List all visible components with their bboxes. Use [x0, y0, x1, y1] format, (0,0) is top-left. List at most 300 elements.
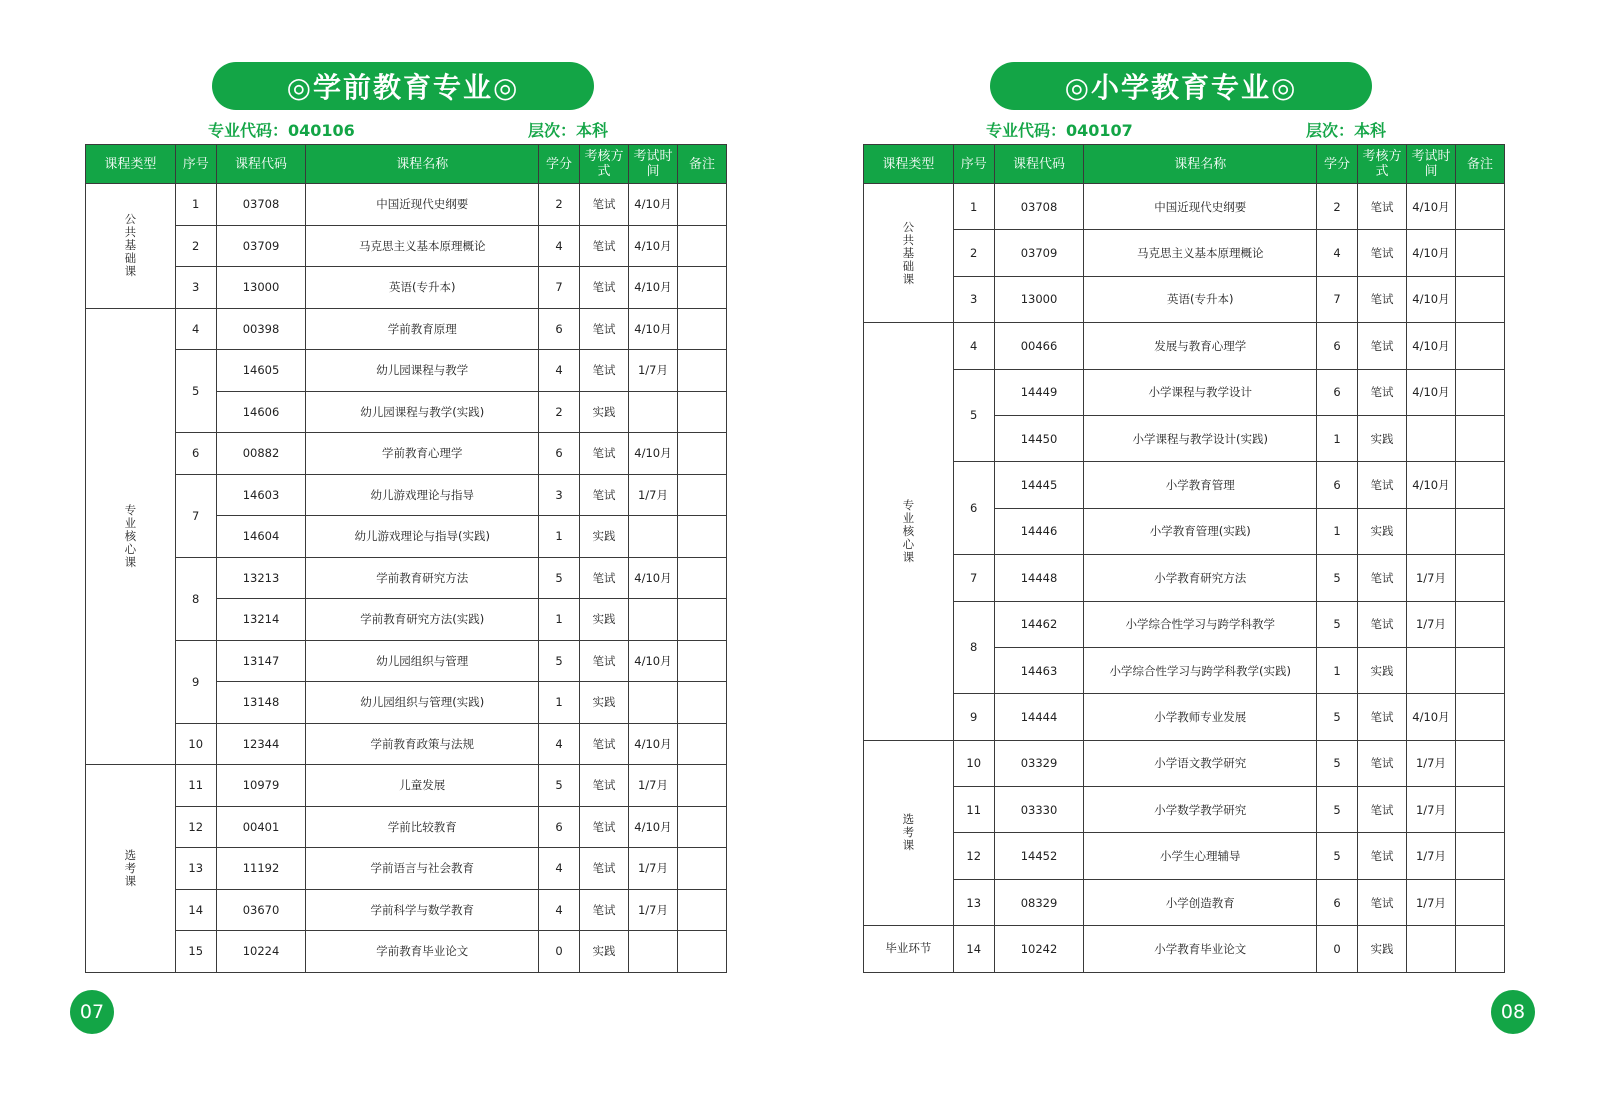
course-code: 03329	[994, 740, 1084, 786]
course-name: 马克思主义基本原理概论	[306, 225, 539, 267]
credit: 5	[1317, 601, 1358, 647]
credit: 1	[1317, 508, 1358, 554]
credit: 6	[1317, 879, 1358, 925]
exam-method: 实践	[1357, 647, 1406, 693]
credit: 5	[1317, 555, 1358, 601]
course-code: 08329	[994, 879, 1084, 925]
table-row	[86, 931, 727, 973]
exam-time: 4/10月	[1406, 276, 1455, 322]
course-name: 马克思主义基本原理概论	[1084, 230, 1317, 276]
exam-method: 笔试	[1357, 276, 1406, 322]
sequence-number: 13	[175, 848, 216, 890]
table-row	[86, 848, 727, 890]
exam-time: 4/10月	[1406, 462, 1455, 508]
exam-method: 笔试	[1357, 184, 1406, 230]
course-code: 10242	[994, 926, 1084, 972]
course-category-label: 公共基础课	[124, 212, 137, 279]
sequence-number: 8	[175, 557, 216, 640]
exam-time: 1/7月	[628, 474, 677, 516]
credit: 4	[539, 350, 580, 392]
table-row	[86, 225, 727, 267]
exam-method: 实践	[579, 391, 628, 433]
table-row	[864, 787, 1505, 833]
table-row	[86, 640, 727, 682]
credit: 6	[1317, 369, 1358, 415]
course-code: 00398	[216, 308, 306, 350]
course-name: 小学教育研究方法	[1084, 555, 1317, 601]
course-name: 小学语文教学研究	[1084, 740, 1317, 786]
course-code: 03708	[216, 184, 306, 226]
course-name: 小学综合性学习与跨学科教学	[1084, 601, 1317, 647]
sequence-number: 14	[953, 926, 994, 972]
exam-method: 笔试	[1357, 787, 1406, 833]
exam-time	[628, 516, 677, 558]
sequence-number: 9	[175, 640, 216, 723]
exam-time: 4/10月	[1406, 230, 1455, 276]
remark	[1455, 694, 1504, 740]
credit: 2	[1317, 184, 1358, 230]
remark	[677, 433, 726, 475]
course-category-label: 专业核心课	[902, 497, 915, 564]
exam-method: 笔试	[579, 806, 628, 848]
exam-time: 4/10月	[628, 640, 677, 682]
course-category	[864, 184, 954, 323]
sequence-number: 10	[175, 723, 216, 765]
course-name: 幼儿园组织与管理(实践)	[306, 682, 539, 724]
exam-time: 4/10月	[628, 225, 677, 267]
column-header: 考核方式	[579, 145, 628, 184]
course-code: 14603	[216, 474, 306, 516]
course-code: 10224	[216, 931, 306, 973]
sequence-number: 1	[175, 184, 216, 226]
course-name: 中国近现代史纲要	[306, 184, 539, 226]
column-header: 课程类型	[86, 145, 176, 184]
course-code: 12344	[216, 723, 306, 765]
course-category-label: 公共基础课	[902, 219, 915, 286]
course-category	[864, 740, 954, 926]
exam-method: 笔试	[1357, 323, 1406, 369]
exam-method: 笔试	[1357, 555, 1406, 601]
credit: 4	[539, 225, 580, 267]
table-row	[86, 433, 727, 475]
exam-method: 笔试	[579, 889, 628, 931]
exam-time	[628, 599, 677, 641]
exam-method: 笔试	[579, 765, 628, 807]
table-row	[86, 889, 727, 931]
credit: 4	[1317, 230, 1358, 276]
course-category	[86, 308, 176, 765]
sequence-number: 5	[175, 350, 216, 433]
column-header: 学分	[1317, 145, 1358, 184]
course-category	[86, 765, 176, 973]
column-header: 备注	[677, 145, 726, 184]
table-row	[864, 323, 1505, 369]
course-category-label: 选考课	[902, 812, 915, 853]
course-name: 小学教育管理(实践)	[1084, 508, 1317, 554]
course-code: 14445	[994, 462, 1084, 508]
column-header: 序号	[175, 145, 216, 184]
table-row	[864, 601, 1505, 647]
credit: 5	[539, 765, 580, 807]
remark	[677, 640, 726, 682]
exam-time: 4/10月	[628, 433, 677, 475]
exam-method: 笔试	[579, 640, 628, 682]
course-name: 小学生心理辅导	[1084, 833, 1317, 879]
remark	[1455, 647, 1504, 693]
exam-method: 笔试	[1357, 462, 1406, 508]
exam-time: 4/10月	[628, 267, 677, 309]
course-category	[864, 926, 954, 972]
credit: 6	[539, 308, 580, 350]
remark	[677, 350, 726, 392]
sequence-number: 7	[175, 474, 216, 557]
course-name: 英语(专升本)	[306, 267, 539, 309]
credit: 6	[1317, 462, 1358, 508]
course-code: 13000	[216, 267, 306, 309]
exam-time: 1/7月	[628, 350, 677, 392]
column-header: 课程代码	[994, 145, 1084, 184]
credit: 2	[539, 391, 580, 433]
remark	[1455, 926, 1504, 972]
exam-time: 4/10月	[628, 184, 677, 226]
credit: 1	[1317, 415, 1358, 461]
page-number: 07	[70, 990, 114, 1034]
course-code: 14446	[994, 508, 1084, 554]
course-name: 小学课程与教学设计(实践)	[1084, 415, 1317, 461]
table-row	[864, 879, 1505, 925]
exam-method: 实践	[1357, 415, 1406, 461]
table-row	[864, 276, 1505, 322]
course-code: 03708	[994, 184, 1084, 230]
credit: 6	[539, 806, 580, 848]
course-code: 14444	[994, 694, 1084, 740]
exam-time: 4/10月	[1406, 694, 1455, 740]
remark	[1455, 740, 1504, 786]
course-code: 00466	[994, 323, 1084, 369]
course-name: 学前教育研究方法(实践)	[306, 599, 539, 641]
course-code: 13147	[216, 640, 306, 682]
column-header: 课程名称	[1084, 145, 1317, 184]
remark	[677, 225, 726, 267]
remark	[677, 723, 726, 765]
course-code: 14448	[994, 555, 1084, 601]
course-name: 学前教育心理学	[306, 433, 539, 475]
exam-method: 实践	[579, 931, 628, 973]
table-row	[86, 308, 727, 350]
course-code: 03709	[994, 230, 1084, 276]
exam-time: 1/7月	[1406, 879, 1455, 925]
sequence-number: 8	[953, 601, 994, 694]
exam-method: 笔试	[579, 474, 628, 516]
credit: 1	[539, 516, 580, 558]
table-row	[86, 474, 727, 516]
sequence-number: 11	[175, 765, 216, 807]
course-name: 中国近现代史纲要	[1084, 184, 1317, 230]
remark	[677, 267, 726, 309]
credit: 5	[539, 640, 580, 682]
exam-method: 笔试	[1357, 833, 1406, 879]
exam-time: 4/10月	[628, 806, 677, 848]
course-code: 14463	[994, 647, 1084, 693]
table-row	[86, 267, 727, 309]
curriculum-table	[85, 144, 727, 973]
remark	[1455, 879, 1504, 925]
course-category-label: 毕业环节	[885, 941, 932, 956]
column-header: 课程类型	[864, 145, 954, 184]
exam-time	[1406, 647, 1455, 693]
exam-method: 笔试	[579, 350, 628, 392]
exam-method: 笔试	[579, 184, 628, 226]
exam-time: 4/10月	[1406, 323, 1455, 369]
column-header: 备注	[1455, 145, 1504, 184]
remark	[1455, 508, 1504, 554]
course-code: 10979	[216, 765, 306, 807]
table-row	[864, 184, 1505, 230]
sequence-number: 6	[175, 433, 216, 475]
exam-method: 实践	[1357, 926, 1406, 972]
course-name: 小学课程与教学设计	[1084, 369, 1317, 415]
course-name: 学前语言与社会教育	[306, 848, 539, 890]
remark	[1455, 415, 1504, 461]
sequence-number: 7	[953, 555, 994, 601]
course-name: 小学教育管理	[1084, 462, 1317, 508]
course-name: 学前教育原理	[306, 308, 539, 350]
exam-method: 笔试	[579, 848, 628, 890]
sequence-number: 4	[175, 308, 216, 350]
remark	[677, 599, 726, 641]
sequence-number: 1	[953, 184, 994, 230]
table-row	[864, 694, 1505, 740]
sequence-number: 5	[953, 369, 994, 462]
page-left	[70, 0, 770, 1093]
sequence-number: 14	[175, 889, 216, 931]
exam-method: 实践	[579, 599, 628, 641]
major-title: ◎学前教育专业◎	[212, 62, 594, 110]
remark	[1455, 369, 1504, 415]
column-header: 考试时间	[1406, 145, 1455, 184]
sequence-number: 10	[953, 740, 994, 786]
sequence-number: 6	[953, 462, 994, 555]
credit: 7	[1317, 276, 1358, 322]
page-number: 08	[1491, 990, 1535, 1034]
table-row	[864, 462, 1505, 508]
remark	[1455, 184, 1504, 230]
page-right	[848, 0, 1548, 1093]
exam-time: 1/7月	[1406, 555, 1455, 601]
course-name: 学前教育毕业论文	[306, 931, 539, 973]
remark	[1455, 276, 1504, 322]
table-row	[864, 555, 1505, 601]
credit: 4	[539, 723, 580, 765]
credit: 1	[539, 599, 580, 641]
sequence-number: 9	[953, 694, 994, 740]
course-code: 13148	[216, 682, 306, 724]
course-category	[86, 184, 176, 309]
table-row	[86, 806, 727, 848]
exam-time: 4/10月	[628, 723, 677, 765]
course-code: 11192	[216, 848, 306, 890]
credit: 2	[539, 184, 580, 226]
column-header: 序号	[953, 145, 994, 184]
exam-method: 实践	[579, 516, 628, 558]
table-row	[86, 557, 727, 599]
sequence-number: 12	[953, 833, 994, 879]
remark	[1455, 462, 1504, 508]
sequence-number: 12	[175, 806, 216, 848]
major-code: 专业代码：040107	[986, 121, 1133, 140]
course-name: 幼儿园组织与管理	[306, 640, 539, 682]
course-code: 13000	[994, 276, 1084, 322]
course-name: 学前比较教育	[306, 806, 539, 848]
course-code: 03709	[216, 225, 306, 267]
exam-time: 4/10月	[1406, 369, 1455, 415]
table-row	[864, 926, 1505, 972]
course-name: 学前教育政策与法规	[306, 723, 539, 765]
remark	[1455, 323, 1504, 369]
course-category-label: 专业核心课	[124, 502, 137, 569]
table-header-row	[864, 145, 1505, 184]
remark	[677, 682, 726, 724]
exam-time: 1/7月	[628, 848, 677, 890]
course-name: 发展与教育心理学	[1084, 323, 1317, 369]
course-name: 幼儿游戏理论与指导(实践)	[306, 516, 539, 558]
remark	[1455, 601, 1504, 647]
course-code: 14605	[216, 350, 306, 392]
course-code: 13213	[216, 557, 306, 599]
remark	[677, 557, 726, 599]
sequence-number: 11	[953, 787, 994, 833]
credit: 5	[539, 557, 580, 599]
course-category-label: 选考课	[124, 847, 137, 888]
credit: 4	[539, 848, 580, 890]
remark	[677, 931, 726, 973]
credit: 7	[539, 267, 580, 309]
table-row	[864, 369, 1505, 415]
exam-time: 1/7月	[628, 889, 677, 931]
course-name: 英语(专升本)	[1084, 276, 1317, 322]
sequence-number: 4	[953, 323, 994, 369]
course-name: 小学教师专业发展	[1084, 694, 1317, 740]
exam-time	[628, 682, 677, 724]
exam-method: 笔试	[579, 723, 628, 765]
course-name: 学前教育研究方法	[306, 557, 539, 599]
sequence-number: 15	[175, 931, 216, 973]
column-header: 课程代码	[216, 145, 306, 184]
exam-time: 4/10月	[628, 308, 677, 350]
remark	[677, 391, 726, 433]
sequence-number: 2	[175, 225, 216, 267]
remark	[1455, 833, 1504, 879]
exam-method: 笔试	[1357, 601, 1406, 647]
course-name: 小学创造教育	[1084, 879, 1317, 925]
exam-method: 笔试	[1357, 694, 1406, 740]
exam-time	[628, 391, 677, 433]
course-name: 幼儿游戏理论与指导	[306, 474, 539, 516]
exam-method: 笔试	[579, 308, 628, 350]
exam-method: 笔试	[579, 557, 628, 599]
exam-method: 实践	[579, 682, 628, 724]
credit: 4	[539, 889, 580, 931]
course-name: 儿童发展	[306, 765, 539, 807]
table-row	[86, 723, 727, 765]
credit: 5	[1317, 787, 1358, 833]
exam-method: 笔试	[1357, 740, 1406, 786]
course-code: 14452	[994, 833, 1084, 879]
course-name: 幼儿园课程与教学	[306, 350, 539, 392]
table-row	[86, 350, 727, 392]
major-code: 专业代码：040106	[208, 121, 355, 140]
course-name: 幼儿园课程与教学(实践)	[306, 391, 539, 433]
course-code: 14450	[994, 415, 1084, 461]
exam-time: 4/10月	[1406, 184, 1455, 230]
table-row	[86, 765, 727, 807]
remark	[1455, 230, 1504, 276]
course-name: 小学数学教学研究	[1084, 787, 1317, 833]
course-name: 小学综合性学习与跨学科教学(实践)	[1084, 647, 1317, 693]
major-title: ◎小学教育专业◎	[990, 62, 1372, 110]
curriculum-table	[863, 144, 1505, 973]
sequence-number: 2	[953, 230, 994, 276]
exam-time: 4/10月	[628, 557, 677, 599]
table-row	[86, 184, 727, 226]
column-header: 学分	[539, 145, 580, 184]
exam-time: 1/7月	[1406, 833, 1455, 879]
sequence-number: 13	[953, 879, 994, 925]
column-header: 考试时间	[628, 145, 677, 184]
credit: 1	[1317, 647, 1358, 693]
column-header: 考核方式	[1357, 145, 1406, 184]
major-level: 层次：本科	[528, 121, 609, 140]
credit: 3	[539, 474, 580, 516]
credit: 6	[1317, 323, 1358, 369]
major-level: 层次：本科	[1306, 121, 1387, 140]
credit: 5	[1317, 833, 1358, 879]
course-code: 14462	[994, 601, 1084, 647]
credit: 0	[539, 931, 580, 973]
column-header: 课程名称	[306, 145, 539, 184]
exam-method: 笔试	[1357, 369, 1406, 415]
credit: 6	[539, 433, 580, 475]
table-row	[864, 833, 1505, 879]
table-row	[864, 230, 1505, 276]
exam-method: 笔试	[1357, 230, 1406, 276]
remark	[1455, 787, 1504, 833]
remark	[677, 474, 726, 516]
course-code: 14604	[216, 516, 306, 558]
remark	[677, 848, 726, 890]
remark	[677, 184, 726, 226]
course-code: 14606	[216, 391, 306, 433]
course-code: 00401	[216, 806, 306, 848]
exam-time	[1406, 508, 1455, 554]
credit: 1	[539, 682, 580, 724]
exam-time: 1/7月	[1406, 601, 1455, 647]
remark	[677, 806, 726, 848]
table-header-row	[86, 145, 727, 184]
course-code: 03670	[216, 889, 306, 931]
remark	[677, 889, 726, 931]
exam-method: 实践	[1357, 508, 1406, 554]
exam-method: 笔试	[579, 267, 628, 309]
exam-time	[628, 931, 677, 973]
remark	[677, 516, 726, 558]
exam-method: 笔试	[579, 433, 628, 475]
credit: 5	[1317, 694, 1358, 740]
exam-time	[1406, 415, 1455, 461]
exam-time: 1/7月	[1406, 787, 1455, 833]
course-code: 00882	[216, 433, 306, 475]
course-name: 小学教育毕业论文	[1084, 926, 1317, 972]
